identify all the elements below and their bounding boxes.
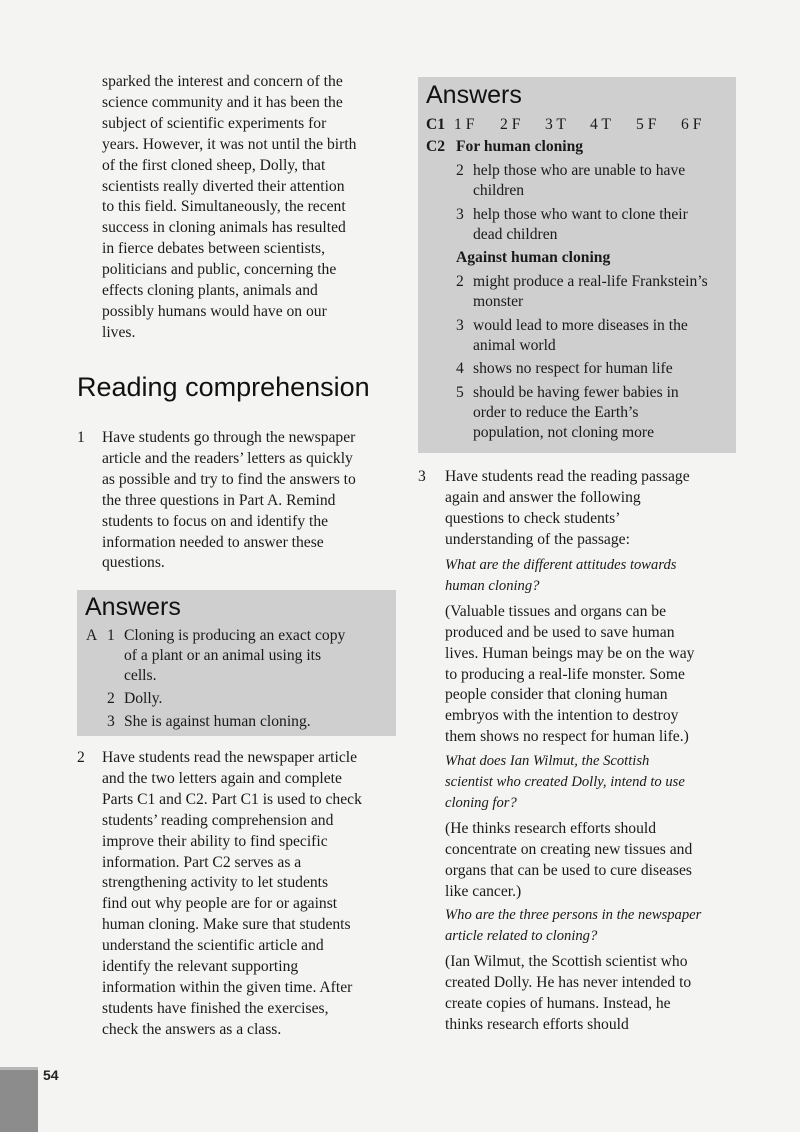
text-line: identify the relevant supporting (102, 958, 299, 976)
answer-text: Cloning is producing an exact copy (124, 627, 346, 644)
question-text: human cloning? (445, 577, 540, 594)
text-line: information within the given time. After (102, 978, 353, 996)
text-line: Parts C1 and C2. Part C1 is used to check (102, 790, 362, 808)
text-line: find out why people are for or against (102, 895, 338, 913)
reason-number: 2 (456, 273, 464, 290)
text-line: human cloning. Make sure that students (102, 916, 351, 934)
step-number: 1 (77, 429, 85, 446)
step-text (445, 467, 750, 551)
text-line: understanding of the passage: (445, 530, 630, 548)
question-text: article related to cloning? (445, 928, 598, 945)
text-line: success in cloning animals has resulted (102, 219, 346, 237)
c1-answer: 2 F (500, 116, 521, 133)
text-line: in fierce debates between scientists, (102, 240, 325, 258)
reason-text: might produce a real-life Frankstein’s (473, 273, 708, 290)
c1-answer: 3 T (545, 116, 566, 133)
answer-text: of a plant or an animal using its (124, 647, 322, 664)
question-text: What are the different attitudes towards (445, 557, 677, 573)
answer-text: people consider that cloning human (445, 686, 668, 704)
c1-answer: 5 F (636, 116, 657, 133)
text-line: article and the readers’ letters as quickly (102, 449, 353, 467)
answer-number: 2 (107, 690, 115, 707)
answers-title: Answers (85, 593, 181, 621)
answer-text: like cancer.) (445, 882, 522, 900)
c1-answer: 4 T (590, 116, 611, 133)
reason-number: 5 (456, 383, 464, 401)
answer-text: (He thinks research efforts should (445, 819, 657, 837)
text-line: possibly humans would have on our (102, 302, 327, 320)
answer-text: lives. Human beings may be on the way (445, 644, 695, 662)
answer-text: created Dolly. He has never intended to (445, 974, 692, 992)
answer-text: them shows no respect for human life.) (445, 728, 689, 746)
intro-paragraph (102, 72, 402, 344)
answer-text: to producing a real-life monster. Some (445, 665, 685, 683)
answer-text: (Valuable tissues and organs can be (445, 602, 666, 620)
page-tab-rule (0, 1067, 38, 1070)
step-number: 3 (418, 468, 426, 485)
reason-text: population, not cloning more (473, 423, 655, 441)
answer-text: cells. (124, 667, 157, 684)
text-line: to this field. Simultaneously, the recent (102, 198, 346, 216)
part-label-a: A (86, 627, 98, 644)
text-line: improve their ability to find specific (102, 832, 328, 850)
answer-text: concentrate on creating new tissues and (445, 840, 693, 858)
reason-text: shows no respect for human life (473, 360, 673, 377)
reason-text: help those who want to clone their (473, 205, 688, 223)
text-line: lives. (102, 323, 136, 341)
reason-text: dead children (473, 225, 558, 243)
question-text: Who are the three persons in the newspaper (445, 907, 702, 924)
reason-text: would lead to more diseases in the (473, 316, 688, 334)
answers-box-c (418, 77, 736, 453)
text-line: years. However, it was not until the birth (102, 135, 357, 153)
text-line: students to focus on and identify the (102, 512, 329, 530)
question-text: scientist who created Dolly, intend to use (445, 774, 685, 790)
text-line: information. Part C2 serves as a (102, 853, 302, 871)
answer-text: thinks research efforts should (445, 1015, 629, 1033)
answer-text: (Ian Wilmut, the Scottish scientist who (445, 953, 688, 971)
text-line: Have students read the reading passage (445, 468, 690, 485)
step-text (102, 748, 402, 1041)
text-line: information needed to answer these (102, 533, 324, 551)
page-number: 54 (43, 1067, 59, 1083)
against-heading: Against human cloning (456, 249, 611, 266)
reason-number: 2 (456, 162, 464, 179)
step-text (102, 428, 402, 574)
text-line: the three questions in Part A. Remind (102, 491, 336, 509)
text-line: questions. (102, 554, 165, 572)
text-line: questions to check students’ (445, 509, 621, 527)
answer-text: Dolly. (124, 690, 163, 707)
text-line: check the answers as a class. (102, 1020, 282, 1038)
c1-label: C1 (426, 116, 446, 133)
reason-text: monster (473, 293, 524, 310)
text-line: understand the scientific article and (102, 937, 324, 955)
c1-answer: 6 F (681, 116, 702, 133)
text-line: and the two letters again and complete (102, 769, 342, 787)
step-number: 2 (77, 749, 85, 766)
question-text: cloning for? (445, 794, 517, 811)
reason-text: children (473, 182, 525, 199)
text-line: science community and it has been the (102, 93, 343, 111)
answer-number: 3 (107, 713, 115, 730)
text-line: sparked the interest and concern of the (102, 73, 343, 90)
text-line: as possible and try to find the answers to (102, 470, 356, 488)
reason-text: help those who are unable to have (473, 162, 686, 179)
reason-text: animal world (473, 336, 556, 354)
reason-text: order to reduce the Earth’s (473, 403, 639, 421)
text-line: students have finished the exercises, (102, 999, 329, 1017)
text-line: strengthening activity to let students (102, 874, 329, 892)
text-line: politicians and public, concerning the (102, 261, 337, 279)
answer-text: embryos with the intention to destroy (445, 707, 679, 725)
text-line: subject of scientific experiments for (102, 114, 327, 132)
answers-title: Answers (426, 81, 522, 109)
text-line: Have students go through the newspaper (102, 429, 356, 446)
page-tab (0, 1067, 38, 1132)
text-line: of the first cloned sheep, Dolly, that (102, 156, 326, 174)
answer-text: She is against human cloning. (124, 713, 311, 730)
reason-number: 3 (456, 205, 464, 223)
answer-text: create copies of humans. Instead, he (445, 995, 671, 1012)
answers-box-a (77, 590, 396, 736)
text-line: students’ reading comprehension and (102, 811, 334, 829)
text-line: effects cloning plants, animals and (102, 282, 318, 300)
text-line: Have students read the newspaper article (102, 749, 358, 766)
c2-label: C2 (426, 138, 446, 155)
question-text: What does Ian Wilmut, the Scottish (445, 753, 650, 770)
c1-answer: 1 F (454, 116, 475, 133)
text-line: scientists really diverted their attention (102, 177, 345, 195)
reason-number: 4 (456, 360, 464, 377)
text-line: again and answer the following (445, 488, 641, 506)
answer-number: 1 (107, 627, 115, 644)
for-heading: For human cloning (456, 138, 584, 155)
section-heading: Reading comprehension (77, 372, 370, 402)
reason-number: 3 (456, 316, 464, 334)
answer-text: organs that can be used to cure diseases (445, 861, 692, 879)
answer-text: produced and be used to save human (445, 623, 675, 641)
reason-text: should be having fewer babies in (473, 383, 679, 401)
